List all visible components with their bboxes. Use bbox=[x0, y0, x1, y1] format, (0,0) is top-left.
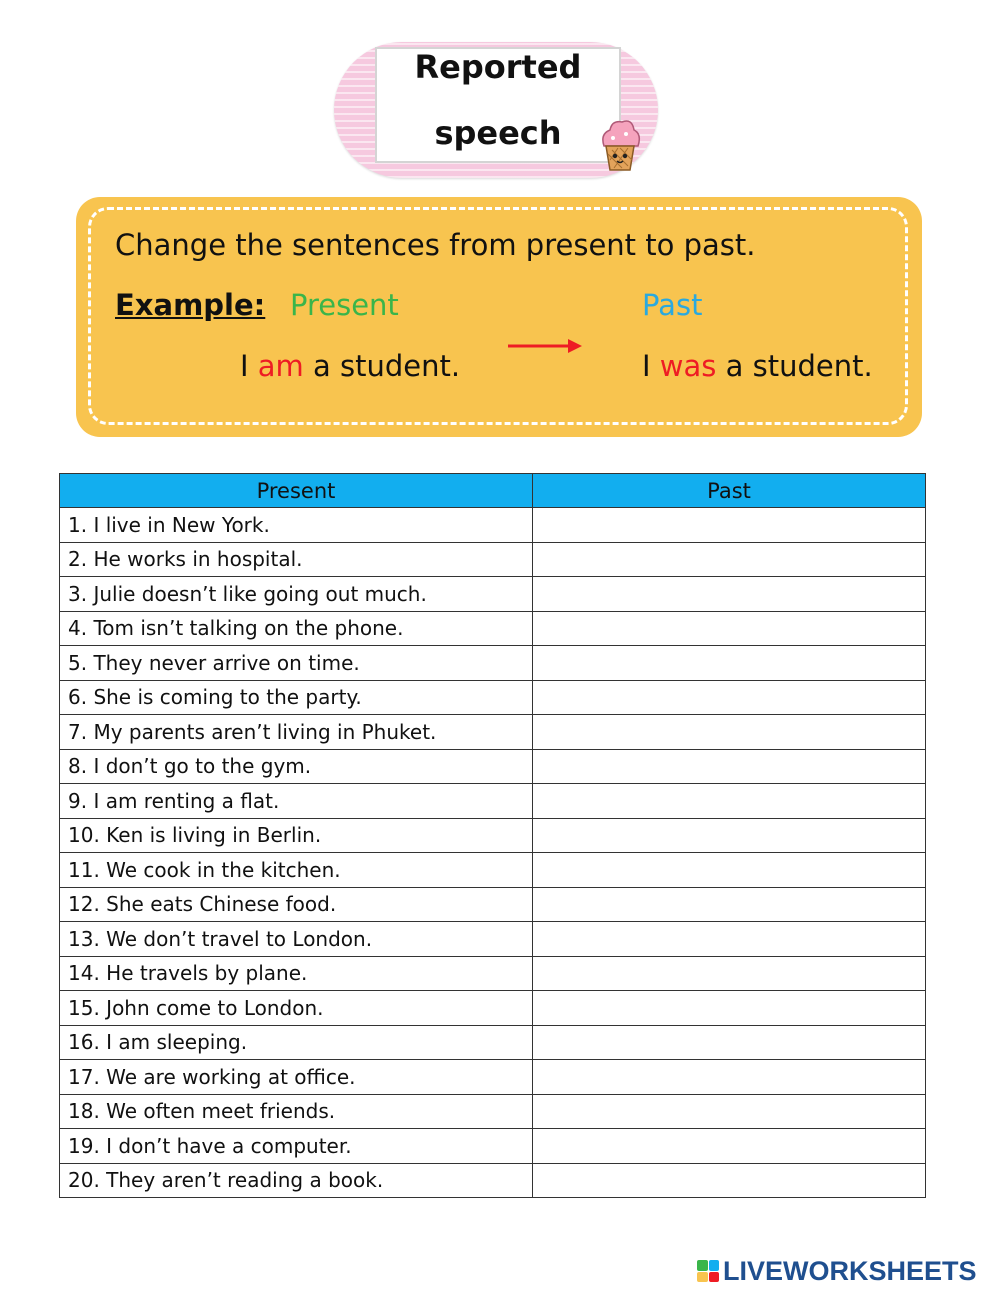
table-row bbox=[60, 922, 926, 957]
title-line-1: Reported bbox=[414, 48, 582, 86]
table-row bbox=[60, 577, 926, 612]
past-answer-field[interactable] bbox=[533, 508, 926, 543]
table-row bbox=[60, 853, 926, 888]
cupcake-icon bbox=[596, 116, 644, 174]
present-sentence-cell: 20. They aren’t reading a book. bbox=[60, 1163, 533, 1198]
past-answer-field[interactable] bbox=[533, 818, 926, 853]
past-example-sentence bbox=[642, 349, 873, 383]
past-answer-field[interactable] bbox=[533, 853, 926, 888]
past-answer-field[interactable] bbox=[533, 611, 926, 646]
present-sentence-cell: 11. We cook in the kitchen. bbox=[60, 853, 533, 888]
present-sentence-cell: 5. They never arrive on time. bbox=[60, 646, 533, 681]
past-answer-field[interactable] bbox=[533, 991, 926, 1026]
present-label: Present bbox=[290, 288, 399, 322]
past-example-before: I bbox=[642, 349, 660, 383]
past-answer-field[interactable] bbox=[533, 784, 926, 819]
table-row bbox=[60, 818, 926, 853]
present-example-after: a student. bbox=[303, 349, 461, 383]
present-sentence-cell: 4. Tom isn’t talking on the phone. bbox=[60, 611, 533, 646]
present-sentence-cell: 10. Ken is living in Berlin. bbox=[60, 818, 533, 853]
present-sentence-cell: 9. I am renting a flat. bbox=[60, 784, 533, 819]
past-example-verb: was bbox=[659, 349, 717, 383]
logo-badge-icon bbox=[697, 1260, 719, 1282]
present-sentence-cell: 13. We don’t travel to London. bbox=[60, 922, 533, 957]
past-answer-field[interactable] bbox=[533, 922, 926, 957]
past-answer-field[interactable] bbox=[533, 577, 926, 612]
present-example-verb: am bbox=[257, 349, 304, 383]
present-example-before: I bbox=[240, 349, 258, 383]
past-answer-field[interactable] bbox=[533, 646, 926, 681]
table-row bbox=[60, 715, 926, 750]
past-label: Past bbox=[642, 288, 703, 322]
instruction-text: Change the sentences from present to past. bbox=[115, 228, 756, 262]
table-row bbox=[60, 991, 926, 1026]
table-body bbox=[60, 508, 926, 1198]
present-sentence-cell: 14. He travels by plane. bbox=[60, 956, 533, 991]
table-row bbox=[60, 1060, 926, 1095]
present-sentence-cell: 16. I am sleeping. bbox=[60, 1025, 533, 1060]
liveworksheets-logo bbox=[697, 1256, 977, 1286]
right-arrow-icon bbox=[508, 337, 582, 355]
past-answer-field[interactable] bbox=[533, 680, 926, 715]
table-row bbox=[60, 1025, 926, 1060]
present-sentence-cell: 8. I don’t go to the gym. bbox=[60, 749, 533, 784]
header-present: Present bbox=[60, 474, 533, 508]
past-answer-field[interactable] bbox=[533, 956, 926, 991]
logo-text: LIVEWORKSHEETS bbox=[723, 1255, 977, 1286]
table-row bbox=[60, 542, 926, 577]
example-label: Example: bbox=[115, 288, 266, 322]
past-answer-field[interactable] bbox=[533, 715, 926, 750]
past-answer-field[interactable] bbox=[533, 1060, 926, 1095]
present-sentence-cell: 3. Julie doesn’t like going out much. bbox=[60, 577, 533, 612]
past-answer-field[interactable] bbox=[533, 887, 926, 922]
table-row bbox=[60, 956, 926, 991]
past-answer-field[interactable] bbox=[533, 1025, 926, 1060]
past-answer-field[interactable] bbox=[533, 1129, 926, 1164]
table-row bbox=[60, 1129, 926, 1164]
past-answer-field[interactable] bbox=[533, 1163, 926, 1198]
table-row bbox=[60, 1094, 926, 1129]
table-row bbox=[60, 749, 926, 784]
past-example-after: a student. bbox=[716, 349, 873, 383]
present-sentence-cell: 18. We often meet friends. bbox=[60, 1094, 533, 1129]
present-sentence-cell: 15. John come to London. bbox=[60, 991, 533, 1026]
table-header-row bbox=[60, 474, 926, 508]
present-sentence-cell: 7. My parents aren’t living in Phuket. bbox=[60, 715, 533, 750]
title-line-2: speech bbox=[434, 114, 562, 152]
table-row bbox=[60, 1163, 926, 1198]
present-sentence-cell: 12. She eats Chinese food. bbox=[60, 887, 533, 922]
worksheet-table bbox=[59, 473, 926, 1198]
past-answer-field[interactable] bbox=[533, 542, 926, 577]
past-answer-field[interactable] bbox=[533, 1094, 926, 1129]
present-sentence-cell: 6. She is coming to the party. bbox=[60, 680, 533, 715]
table-row bbox=[60, 784, 926, 819]
present-sentence-cell: 1. I live in New York. bbox=[60, 508, 533, 543]
present-sentence-cell: 19. I don’t have a computer. bbox=[60, 1129, 533, 1164]
table-row bbox=[60, 887, 926, 922]
header-past: Past bbox=[533, 474, 926, 508]
present-sentence-cell: 17. We are working at office. bbox=[60, 1060, 533, 1095]
present-sentence-cell: 2. He works in hospital. bbox=[60, 542, 533, 577]
table-row bbox=[60, 646, 926, 681]
table-row bbox=[60, 611, 926, 646]
table-row bbox=[60, 508, 926, 543]
table-row bbox=[60, 680, 926, 715]
past-answer-field[interactable] bbox=[533, 749, 926, 784]
present-example-sentence bbox=[240, 349, 461, 383]
